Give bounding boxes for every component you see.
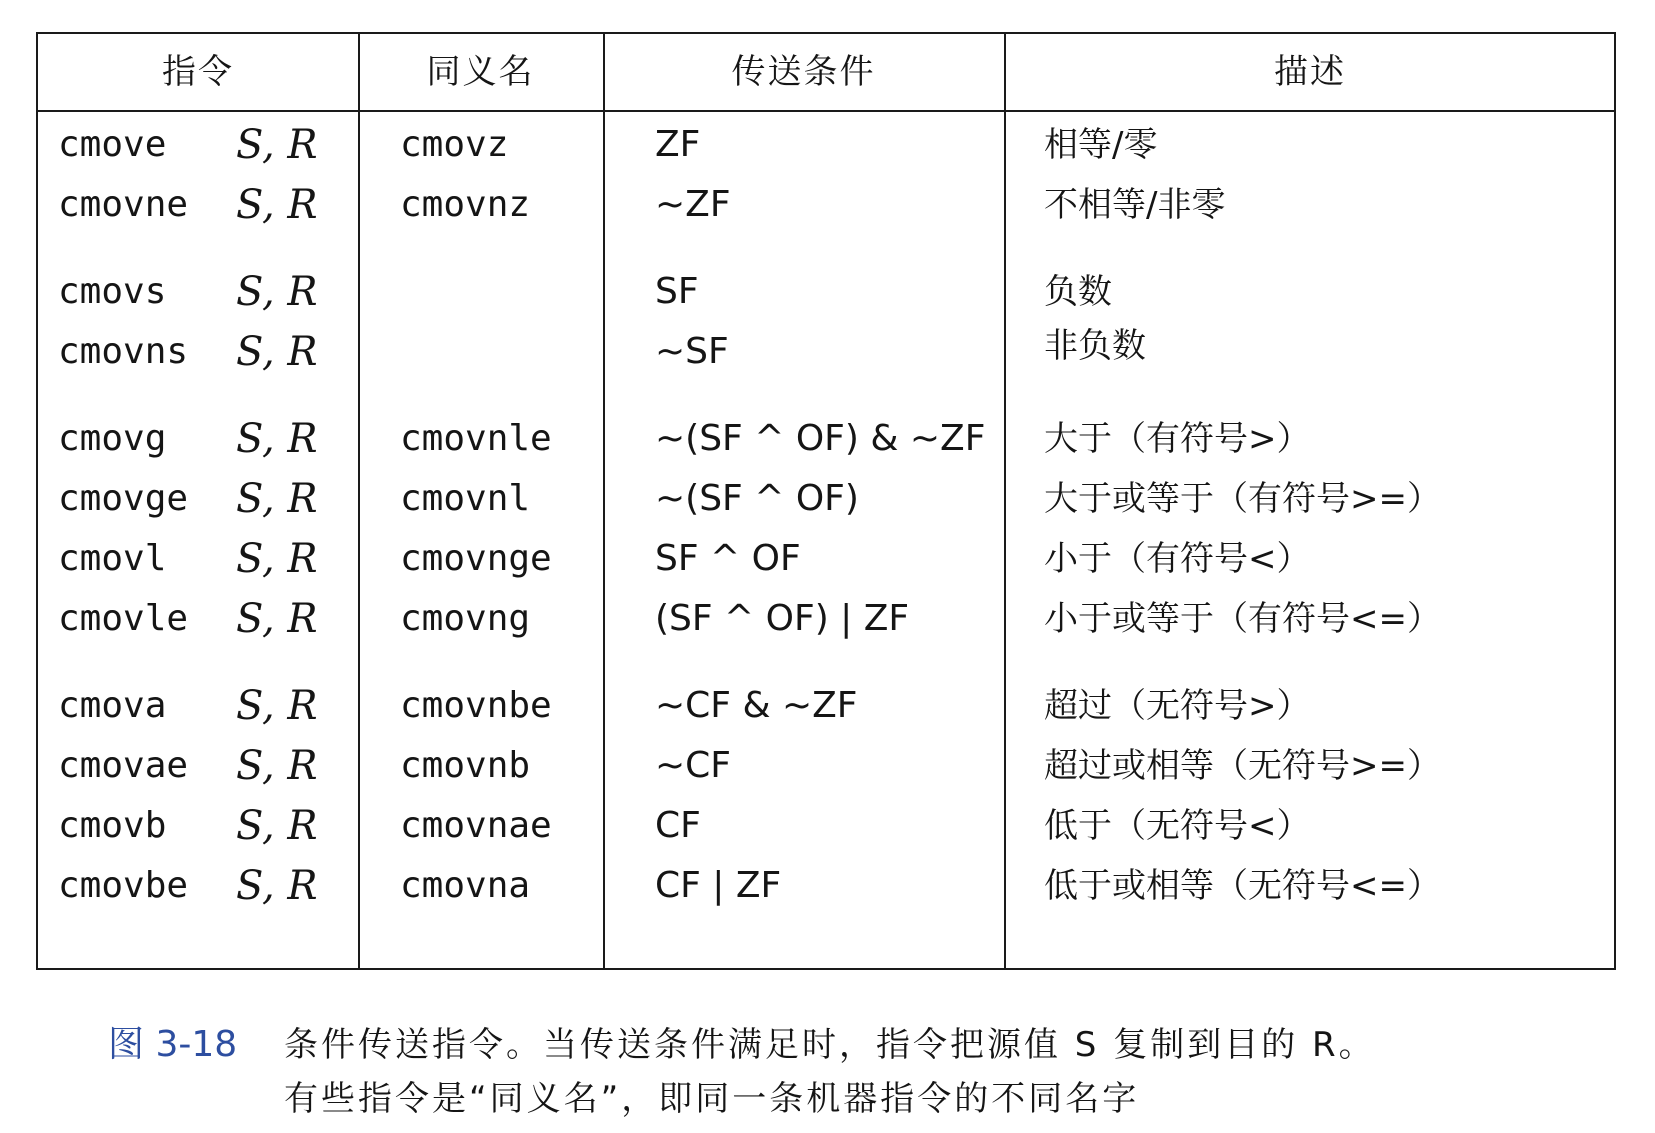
table-row — [38, 114, 1614, 176]
instruction-name: cmove — [58, 124, 167, 165]
instruction-synonym: cmovnz — [400, 184, 531, 225]
instruction-operands: S, R — [236, 476, 318, 522]
instruction-operands: S, R — [236, 416, 318, 462]
header-synonym: 同义名 — [426, 52, 535, 92]
transfer-condition: ~ZF — [655, 184, 731, 225]
table-row — [38, 588, 1614, 650]
instruction-name: cmovl — [58, 538, 167, 579]
transfer-condition: ~SF — [655, 331, 729, 372]
table-row — [38, 795, 1614, 857]
instruction-operands: S, R — [236, 863, 318, 909]
table-row — [38, 408, 1614, 470]
condition-description: 超过或相等（无符号>=） — [1044, 746, 1441, 786]
table-row — [38, 261, 1614, 323]
caption-line-1: 条件传送指令。当传送条件满足时，指令把源值 S 复制到目的 R。 — [284, 1025, 1376, 1065]
transfer-condition: CF | ZF — [655, 865, 782, 906]
header-condition: 传送条件 — [731, 52, 876, 92]
instruction-name: cmovb — [58, 805, 167, 846]
instruction-name: cmovge — [58, 478, 189, 519]
instruction-name: cmovbe — [58, 865, 189, 906]
instruction-name: cmovle — [58, 598, 189, 639]
instruction-operands: S, R — [236, 596, 318, 642]
table-row — [38, 528, 1614, 590]
condition-description: 低于或相等（无符号<=） — [1044, 866, 1441, 906]
transfer-condition: (SF ^ OF) | ZF — [655, 598, 910, 639]
condition-description: 不相等/非零 — [1044, 185, 1226, 225]
condition-description: 负数 — [1044, 272, 1112, 312]
table-row — [38, 321, 1614, 383]
instruction-operands: S, R — [236, 122, 318, 168]
instruction-synonym: cmovnge — [400, 538, 552, 579]
condition-description: 相等/零 — [1044, 125, 1158, 165]
instruction-name: cmovne — [58, 184, 189, 225]
instruction-name: cmovae — [58, 745, 189, 786]
cmov-instruction-table — [36, 32, 1616, 970]
transfer-condition: CF — [655, 805, 701, 846]
condition-description: 大于或等于（有符号>=） — [1044, 479, 1441, 519]
table-row — [38, 735, 1614, 797]
transfer-condition: ~(SF ^ OF) — [655, 478, 859, 519]
instruction-operands: S, R — [236, 269, 318, 315]
transfer-condition: ZF — [655, 124, 701, 165]
header-description: 描述 — [1274, 52, 1346, 92]
instruction-operands: S, R — [236, 683, 318, 729]
instruction-synonym: cmovnbe — [400, 685, 552, 726]
instruction-synonym: cmovnl — [400, 478, 531, 519]
condition-description: 小于（有符号<） — [1044, 539, 1311, 579]
instruction-synonym: cmovng — [400, 598, 531, 639]
header-divider — [38, 110, 1614, 112]
condition-description: 非负数 — [1044, 326, 1146, 366]
caption-line-2: 有些指令是“同义名”，即同一条机器指令的不同名字 — [284, 1079, 1140, 1119]
transfer-condition: ~CF & ~ZF — [655, 685, 858, 726]
instruction-operands: S, R — [236, 743, 318, 789]
table-row — [38, 675, 1614, 737]
table-row — [38, 174, 1614, 236]
transfer-condition: ~CF — [655, 745, 732, 786]
transfer-condition: SF — [655, 271, 699, 312]
instruction-name: cmovns — [58, 331, 189, 372]
instruction-operands: S, R — [236, 329, 318, 375]
figure-label: 图 3-18 — [108, 1024, 238, 1065]
instruction-name: cmova — [58, 685, 167, 726]
instruction-synonym: cmovz — [400, 124, 509, 165]
instruction-synonym: cmovnae — [400, 805, 552, 846]
instruction-synonym: cmovna — [400, 865, 531, 906]
instruction-operands: S, R — [236, 803, 318, 849]
transfer-condition: ~(SF ^ OF) & ~ZF — [655, 418, 986, 459]
instruction-name: cmovg — [58, 418, 167, 459]
caption-text — [284, 1018, 1624, 1126]
condition-description: 低于（无符号<） — [1044, 806, 1311, 846]
condition-description: 超过（无符号>） — [1044, 686, 1311, 726]
condition-description: 小于或等于（有符号<=） — [1044, 599, 1441, 639]
instruction-synonym: cmovnb — [400, 745, 531, 786]
instruction-synonym: cmovnle — [400, 418, 552, 459]
instruction-operands: S, R — [236, 182, 318, 228]
condition-description: 大于（有符号>） — [1044, 419, 1311, 459]
header-instruction: 指令 — [162, 52, 234, 92]
instruction-operands: S, R — [236, 536, 318, 582]
table-row — [38, 468, 1614, 530]
transfer-condition: SF ^ OF — [655, 538, 801, 579]
instruction-name: cmovs — [58, 271, 167, 312]
table-row — [38, 855, 1614, 917]
